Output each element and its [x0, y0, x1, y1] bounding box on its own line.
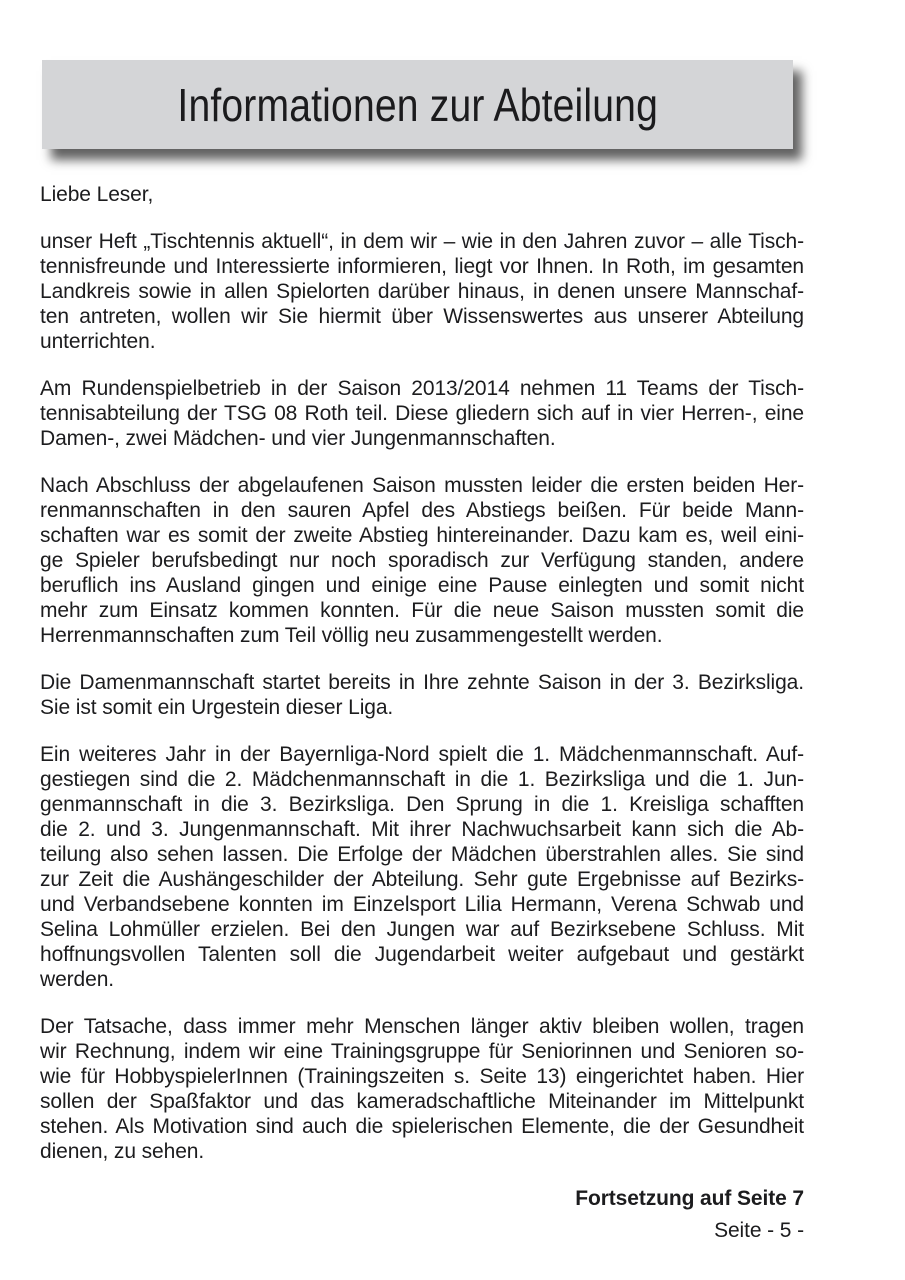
- text-line: Damen-, zwei Mädchen- und vier Jungenmannschaften.: [40, 427, 556, 450]
- page-number: Seite - 5 -: [714, 1219, 804, 1242]
- text-line: die 2. und 3. Jungenmannschaft. Mit ihrer Nachwuchsarbeit kann sich die Ab-: [40, 818, 804, 841]
- text-line: Sie ist somit ein Urgestein dieser Liga.: [40, 696, 394, 719]
- text-line: gestiegen sind die 2. Mädchenmannschaft in die 1. Bezirksliga und die 1. Jun-: [40, 768, 804, 791]
- text-line: tennisabteilung der TSG 08 Roth teil. Diese gliedern sich auf in vier Herren-, eine: [40, 402, 804, 425]
- text-line: renmannschaften in den sauren Apfel des Abstiegs beißen. Für beide Mann-: [40, 499, 804, 522]
- text-line: ge Spieler berufsbedingt nur noch sporadisch zur Verfügung standen, andere: [40, 549, 804, 572]
- text-line: stehen. Als Motivation sind auch die spielerischen Elemente, die der Gesundheit: [40, 1115, 804, 1138]
- page-title: Informationen zur Abteilung: [177, 78, 658, 131]
- paragraph: [40, 473, 804, 648]
- text-line: hoffnungsvollen Talenten soll die Jugendarbeit weiter aufgebaut und gestärkt: [40, 943, 804, 966]
- text-line: ten antreten, wollen wir Sie hiermit über Wissenswertes aus unserer Abteilung: [40, 305, 804, 328]
- text-line: Der Tatsache, dass immer mehr Menschen länger aktiv bleiben wollen, tragen: [40, 1015, 804, 1038]
- text-line: zur Zeit die Aushängeschilder der Abteilung. Sehr gute Ergebnisse auf Bezirks-: [40, 868, 804, 891]
- text-line: Herrenmannschaften zum Teil völlig neu zusammengestellt werden.: [40, 624, 663, 647]
- text-line: Am Rundenspielbetrieb in der Saison 2013/2014 nehmen 11 Teams der Tisch-: [40, 377, 804, 400]
- text-line: sollen der Spaßfaktor und das kameradschaftliche Miteinander im Mittelpunkt: [40, 1090, 804, 1113]
- text-line: wie für HobbyspielerInnen (Trainingszeiten s. Seite 13) eingerichtet haben. Hier: [40, 1065, 804, 1088]
- text-line: Die Damenmannschaft startet bereits in Ihre zehnte Saison in der 3. Bezirksliga.: [40, 671, 804, 694]
- text-line: unser Heft „Tischtennis aktuell“, in dem wir – wie in den Jahren zuvor – alle Tisch-: [40, 230, 804, 253]
- text-line: und Verbandsebene konnten im Einzelsport Lilia Hermann, Verena Schwab und: [40, 893, 804, 916]
- text-line: unterrichten.: [40, 330, 156, 353]
- text-line: schaften war es somit der zweite Abstieg hintereinander. Dazu kam es, weil eini-: [40, 524, 804, 547]
- text-line: Nach Abschluss der abgelaufenen Saison mussten leider die ersten beiden Her-: [40, 474, 804, 497]
- text-line: mehr zum Einsatz kommen konnten. Für die neue Saison mussten somit die: [40, 599, 804, 622]
- text-line: Ein weiteres Jahr in der Bayernliga-Nord spielt die 1. Mädchenmannschaft. Auf-: [40, 743, 804, 766]
- paragraph: [40, 670, 804, 720]
- text-line: beruflich ins Ausland gingen und einige eine Pause einlegten und somit nicht: [40, 574, 804, 597]
- text-line: tennisfreunde und Interessierte informieren, liegt vor Ihnen. In Roth, im gesamten: [40, 255, 804, 278]
- text-line: wir Rechnung, indem wir eine Trainingsgruppe für Seniorinnen und Senioren so-: [40, 1040, 804, 1063]
- article: [40, 182, 804, 1243]
- paragraph: [40, 376, 804, 451]
- header-banner: [42, 60, 793, 149]
- text-line: dienen, zu sehen.: [40, 1140, 205, 1163]
- paragraph: [40, 229, 804, 354]
- text-line: teilung also sehen lassen. Die Erfolge der Mädchen überstrahlen alles. Sie sind: [40, 843, 804, 866]
- text-line: Liebe Leser,: [40, 183, 154, 206]
- text-line: werden.: [40, 968, 115, 991]
- text-line: Selina Lohmüller erzielen. Bei den Jungen war auf Bezirksebene Schluss. Mit: [40, 918, 804, 941]
- paragraph: [40, 182, 804, 207]
- continuation-note: Fortsetzung auf Seite 7: [575, 1187, 804, 1210]
- text-line: Landkreis sowie in allen Spielorten darüber hinaus, in denen unsere Mannschaf-: [40, 280, 804, 303]
- paragraph: [40, 742, 804, 992]
- paragraph: [40, 1014, 804, 1164]
- text-line: genmannschaft in die 3. Bezirksliga. Den Sprung in die 1. Kreisliga schafften: [40, 793, 804, 816]
